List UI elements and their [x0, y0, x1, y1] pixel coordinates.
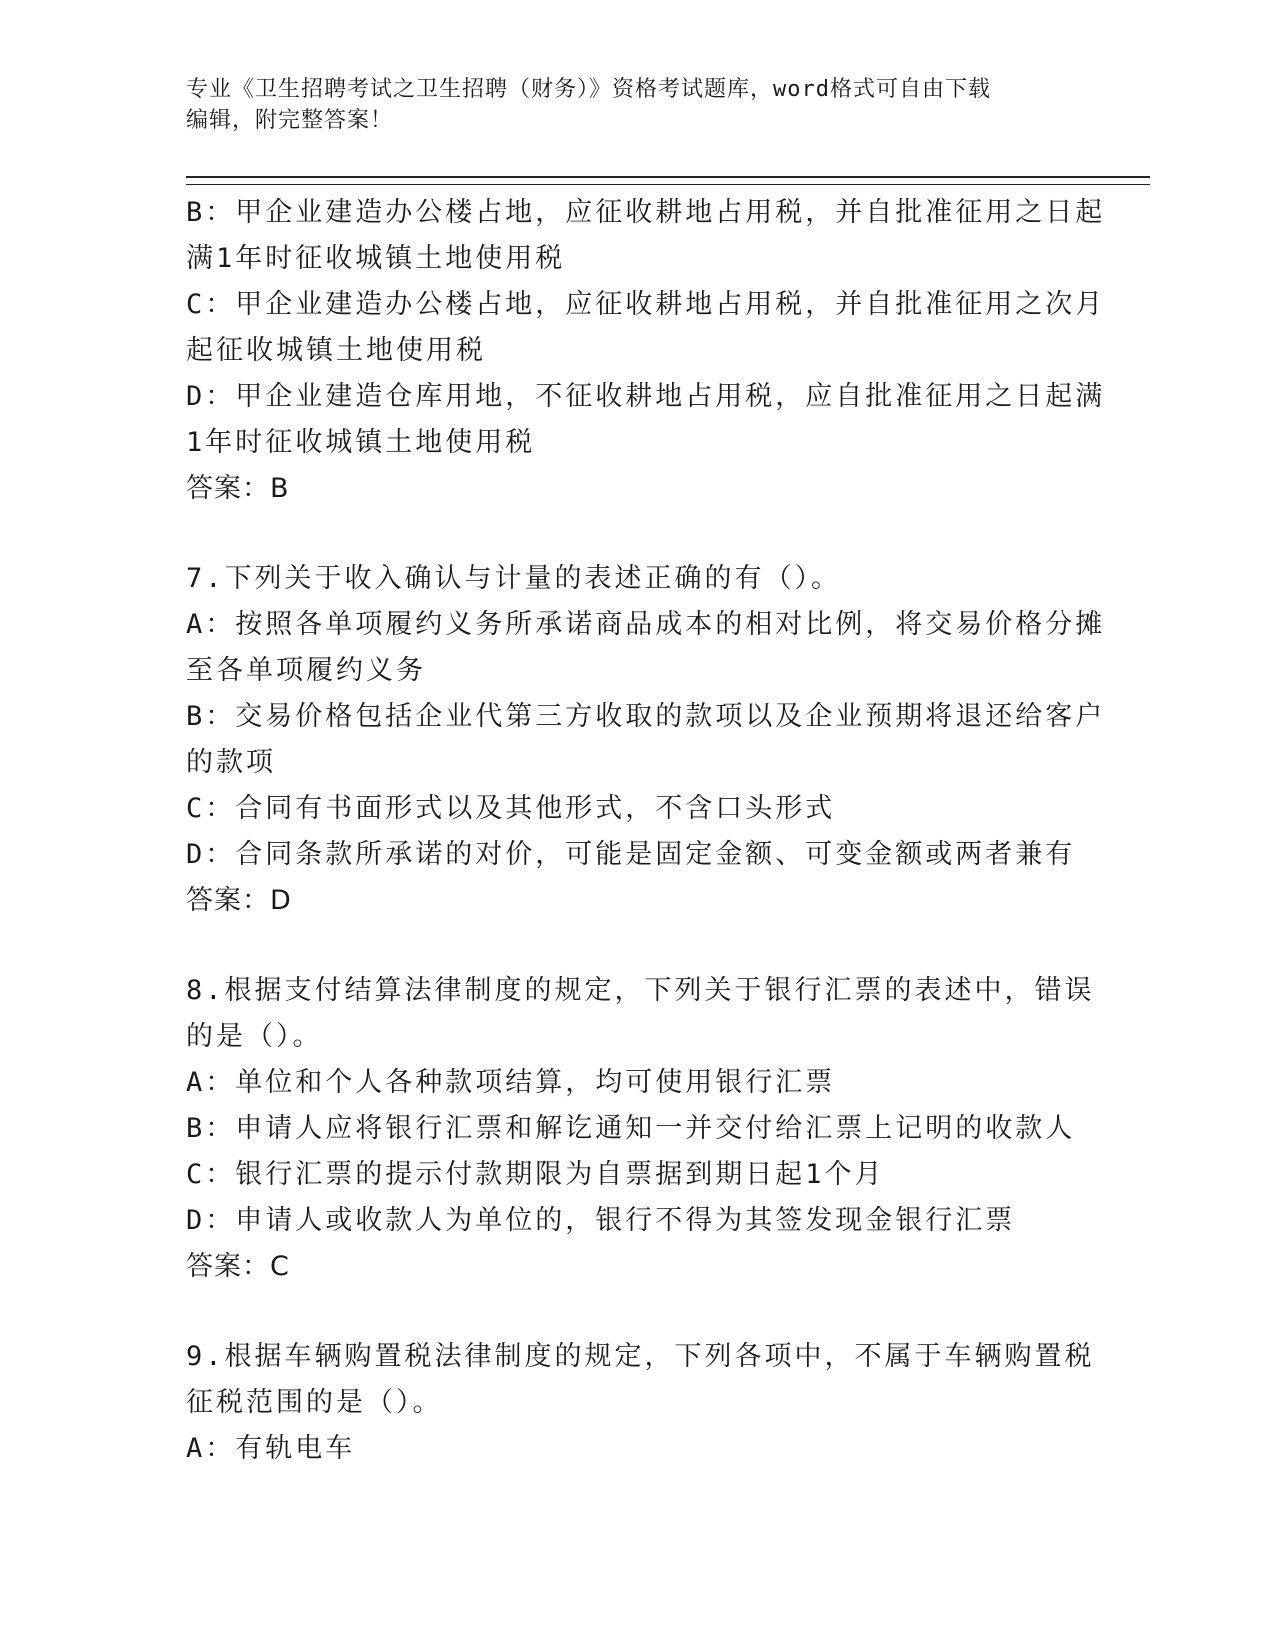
- option-b: B：交易价格包括企业代第三方收取的款项以及企业预期将退还给客户: [186, 701, 1106, 732]
- option-b-continued: 的款项: [186, 747, 276, 778]
- option-c: C：合同有书面形式以及其他形式，不含口头形式: [186, 793, 836, 824]
- spacer: [186, 1290, 1106, 1334]
- answer-label: 答案：: [186, 885, 270, 916]
- header-text-line: 专业《卫生招聘考试之卫生招聘（财务）》资格考试题库，word格式可自由下载: [186, 77, 991, 102]
- answer-value: D: [270, 885, 292, 916]
- answer-label: 答案：: [186, 1251, 270, 1282]
- question-stem: 9.根据车辆购置税法律制度的规定，下列各项中，不属于车辆购置税: [186, 1341, 1095, 1372]
- option-a: A：有轨电车: [186, 1433, 356, 1464]
- spacer: [186, 924, 1106, 968]
- answer-label: 答案：: [186, 473, 270, 504]
- spacer: [186, 512, 1106, 556]
- option-c-continued: 起征收城镇土地使用税: [186, 335, 486, 366]
- option-d: D：甲企业建造仓库用地，不征收耕地占用税，应自批准征用之日起满: [186, 381, 1106, 412]
- header-divider: [186, 176, 1150, 185]
- question-8: [186, 968, 1106, 1290]
- option-c: C：银行汇票的提示付款期限为自票据到期日起1个月: [186, 1159, 885, 1190]
- question-stem: 8.根据支付结算法律制度的规定，下列关于银行汇票的表述中，错误: [186, 975, 1095, 1006]
- option-a-continued: 至各单项履约义务: [186, 655, 426, 686]
- option-b: B：申请人应将银行汇票和解讫通知一并交付给汇票上记明的收款人: [186, 1113, 1076, 1144]
- question-stem-continued: 的是（）。: [186, 1021, 323, 1052]
- question-stem: 7.下列关于收入确认与计量的表述正确的有（）。: [186, 563, 842, 594]
- option-b-continued: 满1年时征收城镇土地使用税: [186, 243, 566, 274]
- question-6-continued: [186, 190, 1106, 512]
- page-header: [186, 74, 1066, 136]
- question-stem-continued: 征税范围的是（）。: [186, 1387, 443, 1418]
- option-d: D：申请人或收款人为单位的，银行不得为其签发现金银行汇票: [186, 1205, 1016, 1236]
- document-body: [186, 190, 1106, 1472]
- answer: [186, 878, 1106, 924]
- answer: [186, 1244, 1106, 1290]
- question-7: [186, 556, 1106, 924]
- option-a: A：单位和个人各种款项结算，均可使用银行汇票: [186, 1067, 836, 1098]
- answer-value: B: [270, 473, 290, 504]
- option-b: B：甲企业建造办公楼占地，应征收耕地占用税，并自批准征用之日起: [186, 197, 1106, 228]
- option-a: A：按照各单项履约义务所承诺商品成本的相对比例，将交易价格分摊: [186, 609, 1106, 640]
- option-d-continued: 1年时征收城镇土地使用税: [186, 427, 536, 458]
- answer: [186, 466, 1106, 512]
- option-d: D：合同条款所承诺的对价，可能是固定金额、可变金额或两者兼有: [186, 839, 1076, 870]
- option-c: C：甲企业建造办公楼占地，应征收耕地占用税，并自批准征用之次月: [186, 289, 1106, 320]
- header-text-line: 编辑，附完整答案！: [186, 108, 394, 133]
- question-9: [186, 1334, 1106, 1472]
- answer-value: C: [270, 1251, 290, 1282]
